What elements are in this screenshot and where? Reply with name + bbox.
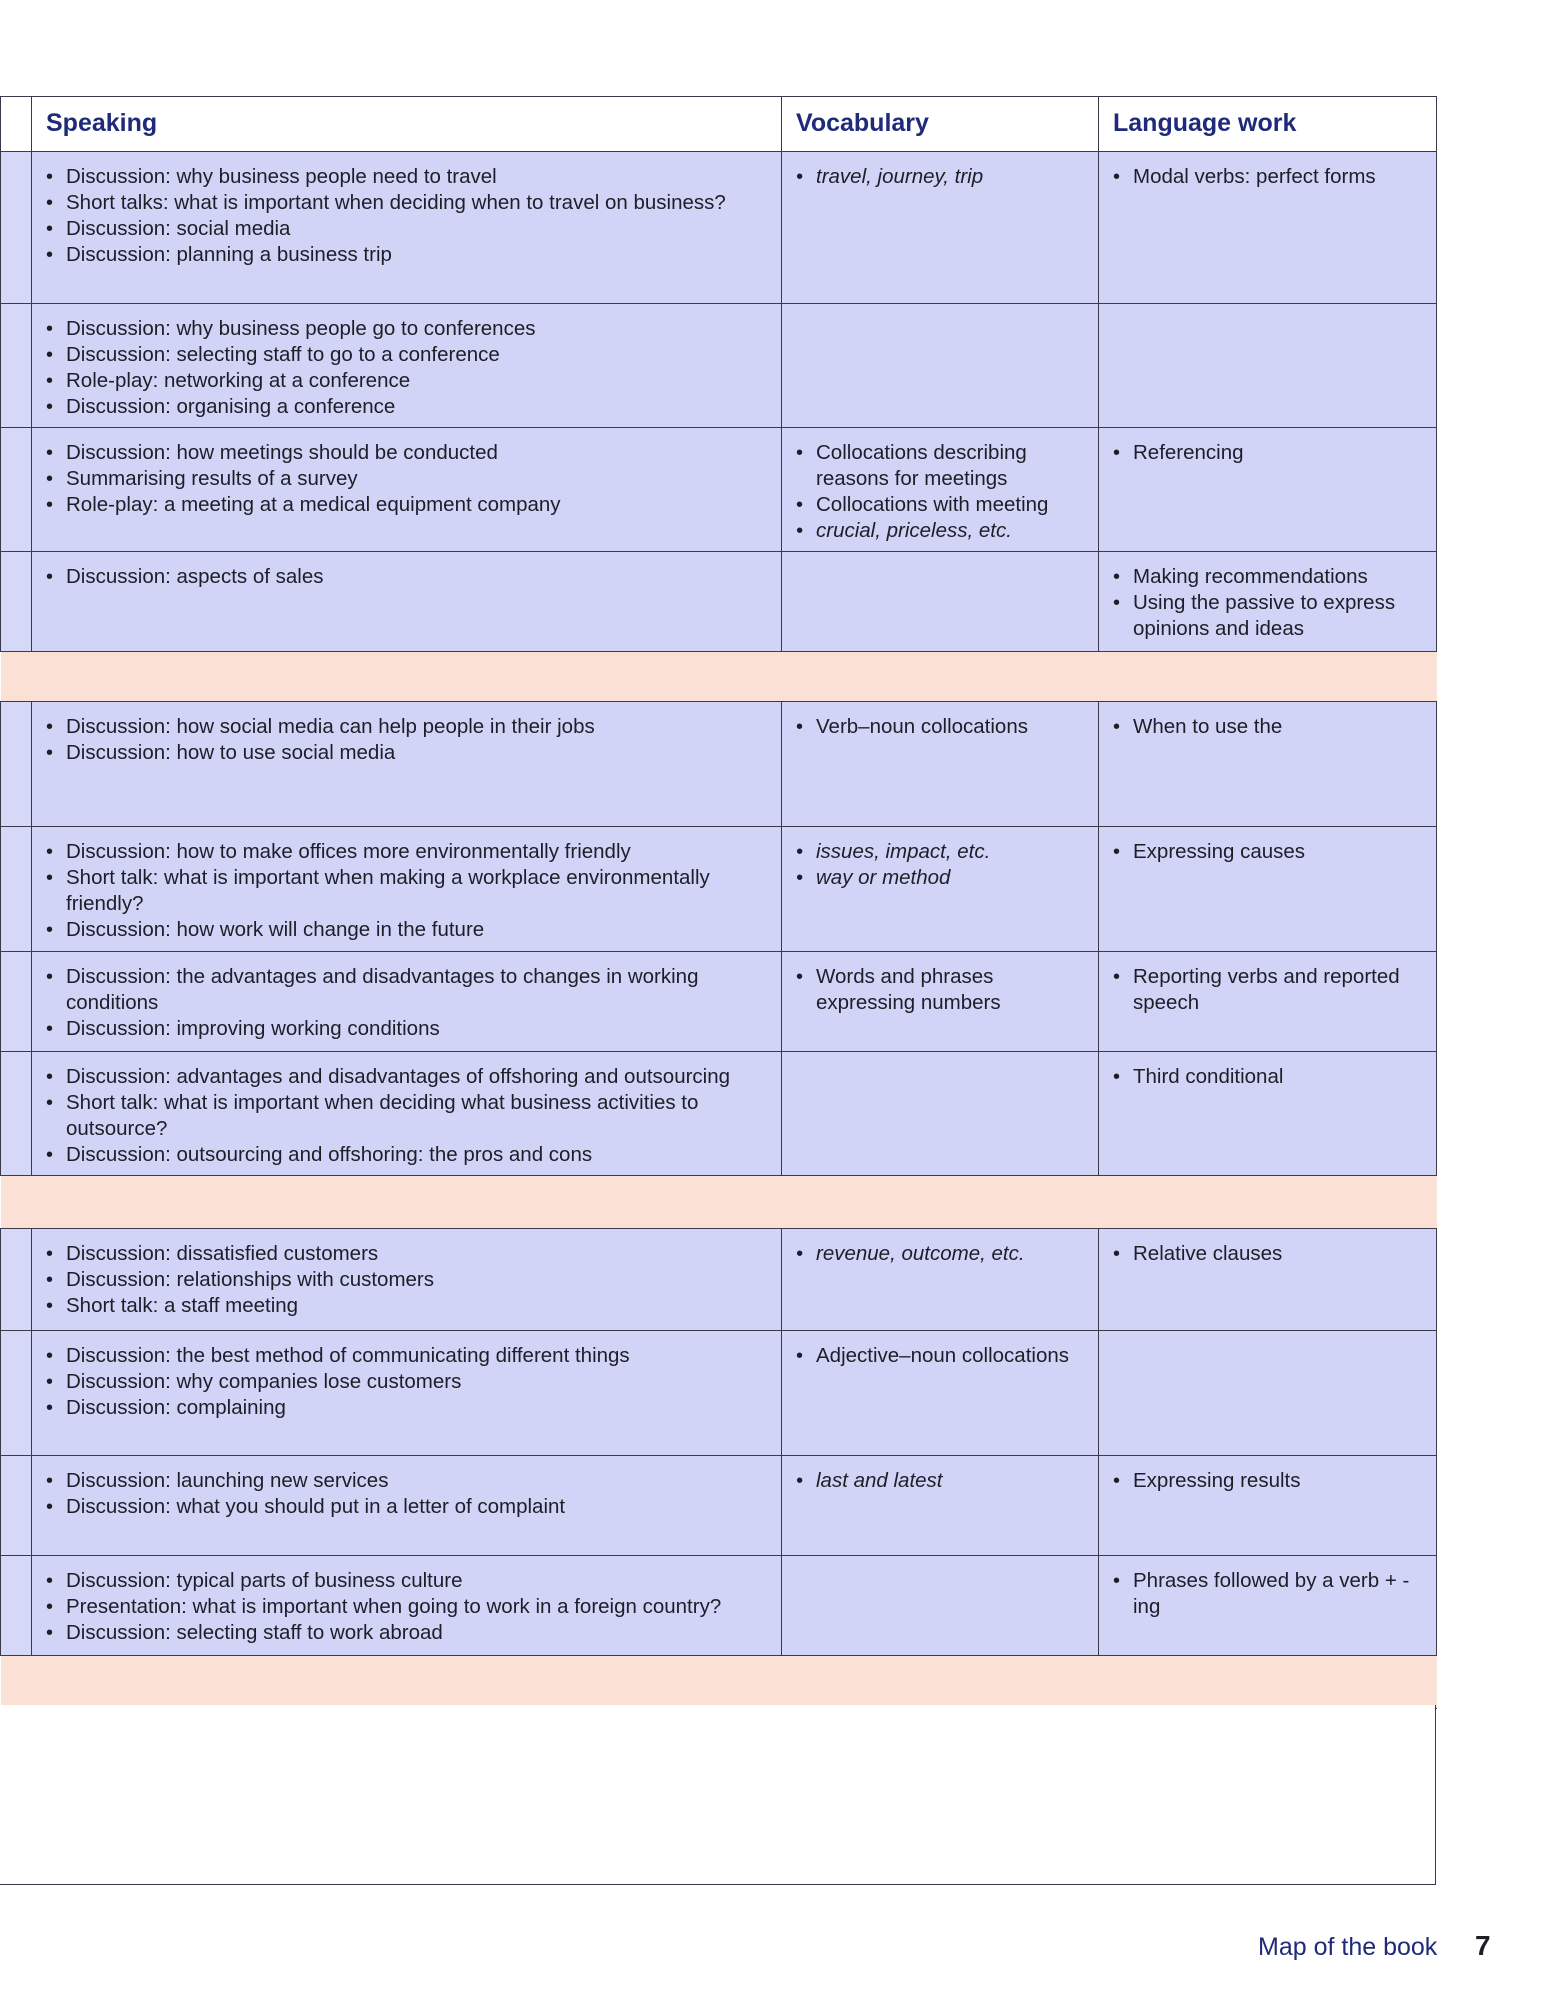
list-item: • Discussion: selecting staff to go to a conference — [46, 342, 773, 368]
list-item: • way or method — [796, 865, 1090, 891]
list-item: • Discussion: why business people go to conferences — [46, 316, 773, 342]
list-item: • Discussion: why companies lose customers — [46, 1369, 773, 1395]
row-lead-cell — [1, 952, 32, 1052]
list-item: • Discussion: the best method of communicating different things — [46, 1343, 773, 1369]
list-item: • Referencing — [1113, 440, 1428, 466]
list-item: • Discussion: organising a conference — [46, 394, 773, 420]
list-item: • Collocations describing reasons for meetings — [796, 440, 1090, 492]
table-row — [1, 1456, 1437, 1556]
speaking-cell — [32, 1556, 782, 1656]
list-item: • Relative clauses — [1113, 1241, 1428, 1267]
speaking-cell — [32, 702, 782, 827]
list-item: • Discussion: the advantages and disadvantages to changes in working conditions — [46, 964, 773, 1016]
vocabulary-cell — [782, 827, 1099, 952]
language-cell — [1099, 552, 1437, 652]
unit-separator-band — [1, 1176, 1437, 1229]
list-item: • Discussion: improving working conditions — [46, 1016, 773, 1042]
blank-table-area — [0, 1705, 1436, 1885]
list-item: • Expressing causes — [1113, 839, 1428, 865]
vocabulary-cell — [782, 428, 1099, 552]
list-item: • Discussion: planning a business trip — [46, 242, 773, 268]
language-cell — [1099, 152, 1437, 304]
row-lead-cell — [1, 552, 32, 652]
list-item: • issues, impact, etc. — [796, 839, 1090, 865]
list-item: • Collocations with meeting — [796, 492, 1090, 518]
list-item: • revenue, outcome, etc. — [796, 1241, 1090, 1267]
vocabulary-cell — [782, 1229, 1099, 1331]
speaking-cell — [32, 1331, 782, 1456]
language-cell — [1099, 952, 1437, 1052]
table-row — [1, 702, 1437, 827]
list-item: • Role-play: a meeting at a medical equipment company — [46, 492, 773, 518]
speaking-cell — [32, 1456, 782, 1556]
table-row — [1, 1052, 1437, 1176]
table-row — [1, 1331, 1437, 1456]
header-language-work: Language work — [1099, 97, 1437, 152]
list-item: • Discussion: relationships with customers — [46, 1267, 773, 1293]
list-item: • Discussion: how to make offices more environmentally friendly — [46, 839, 773, 865]
list-item: • Modal verbs: perfect forms — [1113, 164, 1428, 190]
unit-separator-band — [1, 652, 1437, 702]
row-lead-cell — [1, 1331, 32, 1456]
speaking-cell — [32, 304, 782, 428]
vocabulary-cell — [782, 552, 1099, 652]
list-item: • Short talks: what is important when deciding when to travel on business? — [46, 190, 773, 216]
speaking-cell — [32, 952, 782, 1052]
list-item: • Short talk: a staff meeting — [46, 1293, 773, 1319]
list-item: • Discussion: aspects of sales — [46, 564, 773, 590]
row-lead-cell — [1, 304, 32, 428]
language-cell — [1099, 304, 1437, 428]
vocabulary-cell — [782, 1052, 1099, 1176]
list-item: • Discussion: typical parts of business culture — [46, 1568, 773, 1594]
list-item: • crucial, priceless, etc. — [796, 518, 1090, 544]
row-lead-cell — [1, 1556, 32, 1656]
list-item: • Words and phrases expressing numbers — [796, 964, 1090, 1016]
vocabulary-cell — [782, 1456, 1099, 1556]
list-item: • When to use the — [1113, 714, 1428, 740]
row-lead-cell — [1, 152, 32, 304]
vocabulary-cell — [782, 1556, 1099, 1656]
table-row — [1, 552, 1437, 652]
speaking-cell — [32, 152, 782, 304]
row-lead-cell — [1, 1052, 32, 1176]
table-row — [1, 428, 1437, 552]
language-cell — [1099, 1456, 1437, 1556]
speaking-cell — [32, 1229, 782, 1331]
list-item: • Reporting verbs and reported speech — [1113, 964, 1428, 1016]
language-cell — [1099, 1556, 1437, 1656]
list-item: • Verb–noun collocations — [796, 714, 1090, 740]
row-lead-cell — [1, 1456, 32, 1556]
list-item: • Summarising results of a survey — [46, 466, 773, 492]
list-item: • Discussion: how to use social media — [46, 740, 773, 766]
language-cell — [1099, 827, 1437, 952]
band-cell — [1, 1656, 1437, 1709]
list-item: • Discussion: complaining — [46, 1395, 773, 1421]
row-lead-cell — [1, 1229, 32, 1331]
list-item: • Expressing results — [1113, 1468, 1428, 1494]
list-item: • Discussion: social media — [46, 216, 773, 242]
page-number: 7 — [1475, 1930, 1491, 1961]
list-item: • Making recommendations — [1113, 564, 1428, 590]
map-of-book-table — [0, 96, 1437, 1709]
band-cell — [1, 1176, 1437, 1229]
row-lead-cell — [1, 827, 32, 952]
table-row — [1, 304, 1437, 428]
list-item: • Discussion: advantages and disadvantages of offshoring and outsourcing — [46, 1064, 773, 1090]
unit-separator-band — [1, 1656, 1437, 1709]
list-item: • Short talk: what is important when deciding what business activities to outsource? — [46, 1090, 773, 1142]
list-item: • Role-play: networking at a conference — [46, 368, 773, 394]
list-item: • last and latest — [796, 1468, 1090, 1494]
language-cell — [1099, 428, 1437, 552]
list-item: • Discussion: why business people need to travel — [46, 164, 773, 190]
speaking-cell — [32, 552, 782, 652]
row-lead-cell — [1, 702, 32, 827]
header-lead-cell — [1, 97, 32, 152]
list-item: • Phrases followed by a verb + -ing — [1113, 1568, 1428, 1620]
language-cell — [1099, 1229, 1437, 1331]
language-cell — [1099, 1052, 1437, 1176]
table-row — [1, 152, 1437, 304]
list-item: • Discussion: what you should put in a letter of complaint — [46, 1494, 773, 1520]
table-row — [1, 1229, 1437, 1331]
list-item: • Short talk: what is important when making a workplace environmentally friendly? — [46, 865, 773, 917]
speaking-cell — [32, 827, 782, 952]
list-item: • Discussion: how social media can help people in their jobs — [46, 714, 773, 740]
list-item: • Third conditional — [1113, 1064, 1428, 1090]
table-header-row — [1, 97, 1437, 152]
table-row — [1, 1556, 1437, 1656]
band-cell — [1, 652, 1437, 702]
list-item: • Discussion: launching new services — [46, 1468, 773, 1494]
header-vocabulary: Vocabulary — [782, 97, 1099, 152]
speaking-cell — [32, 1052, 782, 1176]
list-item: • travel, journey, trip — [796, 164, 1090, 190]
vocabulary-cell — [782, 702, 1099, 827]
table-row — [1, 827, 1437, 952]
vocabulary-cell — [782, 304, 1099, 428]
list-item: • Discussion: dissatisfied customers — [46, 1241, 773, 1267]
header-speaking: Speaking — [32, 97, 782, 152]
language-cell — [1099, 702, 1437, 827]
list-item: • Discussion: how meetings should be conducted — [46, 440, 773, 466]
list-item: • Discussion: how work will change in the future — [46, 917, 773, 943]
list-item: • Presentation: what is important when going to work in a foreign country? — [46, 1594, 773, 1620]
footer-title: Map of the book — [1258, 1933, 1438, 1961]
vocabulary-cell — [782, 1331, 1099, 1456]
vocabulary-cell — [782, 152, 1099, 304]
language-cell — [1099, 1331, 1437, 1456]
table-row — [1, 952, 1437, 1052]
vocabulary-cell — [782, 952, 1099, 1052]
list-item: • Discussion: selecting staff to work abroad — [46, 1620, 773, 1646]
list-item: • Adjective–noun collocations — [796, 1343, 1090, 1369]
row-lead-cell — [1, 428, 32, 552]
list-item: • Using the passive to express opinions and ideas — [1113, 590, 1428, 642]
speaking-cell — [32, 428, 782, 552]
list-item: • Discussion: outsourcing and offshoring: the pros and cons — [46, 1142, 773, 1168]
